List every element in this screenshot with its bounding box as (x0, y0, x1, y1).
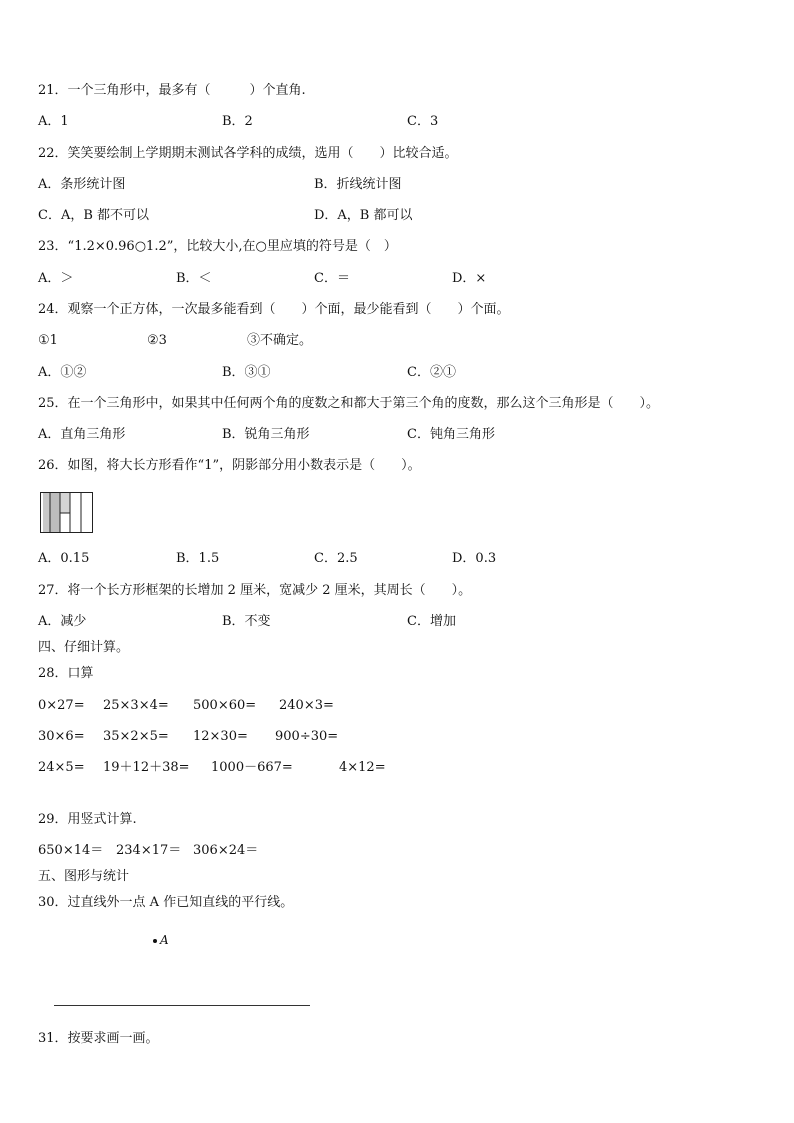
q24-choice-2: ②3 (147, 333, 167, 348)
q28-r3-c2: 19＋12＋38= (103, 760, 190, 775)
q24-choice-1: ①1 (38, 333, 58, 348)
q25-option-b: B．锐角三角形 (222, 427, 310, 442)
q26-shaded-strip-2 (50, 493, 60, 532)
q30-point-label: A (160, 933, 169, 947)
q23-stem: 23．“1.2×0.96○1.2”，比较大小,在○里应填的符号是（ ） (38, 239, 397, 254)
q24-choice-3: ③不确定。 (247, 333, 313, 348)
q22-option-d: D．A，B 都可以 (314, 208, 413, 223)
q26-rectangle-figure (40, 492, 94, 534)
q27-option-a: A．减少 (38, 614, 87, 629)
q25-option-a: A．直角三角形 (38, 427, 126, 442)
q26-option-b: B．1.5 (176, 551, 220, 566)
q21-option-a: A．1 (38, 114, 69, 129)
q21-stem: 21．一个三角形中，最多有（ ）个直角. (38, 83, 306, 98)
q26-shaded-half-strip (60, 493, 70, 513)
q28-r2-c3: 12×30= (193, 729, 248, 744)
q26-option-d: D．0.3 (452, 551, 497, 566)
q24-stem: 24．观察一个正方体，一次最多能看到（ ）个面，最少能看到（ ）个面。 (38, 302, 510, 317)
q28-r2-c4: 900÷30= (275, 729, 339, 744)
q25-stem: 25．在一个三角形中，如果其中任何两个角的度数之和都大于第三个角的度数，那么这个三角形是（ ）。 (38, 396, 660, 411)
q22-stem: 22．笑笑要绘制上学期期末测试各学科的成绩，选用（ ）比较合适。 (38, 146, 458, 161)
section-5-title: 五、图形与统计 (38, 869, 130, 884)
q29-item-2: 234×17＝ (116, 843, 182, 858)
q25-option-c: C．钝角三角形 (407, 427, 495, 442)
q28-r1-c3: 500×60= (193, 698, 257, 713)
q26-option-c: C．2.5 (314, 551, 358, 566)
q28-r3-c3: 1000－667= (211, 760, 293, 775)
q29-stem: 29．用竖式计算. (38, 812, 137, 827)
q28-r1-c4: 240×3= (279, 698, 334, 713)
q28-r1-c2: 25×3×4= (103, 698, 169, 713)
q29-item-1: 650×14＝ (38, 843, 104, 858)
q28-r3-c4: 4×12= (339, 760, 386, 775)
section-4-title: 四、仔细计算。 (38, 640, 130, 655)
q23-option-d: D．× (452, 271, 487, 286)
q21-option-c: C．3 (407, 114, 439, 129)
q23-option-a: A．＞ (38, 271, 74, 286)
q28-r2-c2: 35×2×5= (103, 729, 169, 744)
q23-option-b: B．＜ (176, 271, 212, 286)
q27-option-c: C．增加 (407, 614, 456, 629)
q24-option-c: C．②① (407, 365, 456, 380)
q22-option-c: C．A，B 都不可以 (38, 208, 150, 223)
q27-option-b: B．不变 (222, 614, 271, 629)
q30-point (153, 931, 169, 949)
q28-stem: 28．口算 (38, 666, 94, 681)
q24-option-a: A．①② (38, 365, 87, 380)
q24-option-b: B．③① (222, 365, 271, 380)
q22-option-a: A．条形统计图 (38, 177, 126, 192)
q28-r2-c1: 30×6= (38, 729, 85, 744)
q28-r3-c1: 24×5= (38, 760, 85, 775)
q26-shaded-strip-1 (43, 493, 50, 532)
q31-stem: 31．按要求画一画。 (38, 1031, 159, 1046)
point-dot-icon (153, 939, 157, 943)
q29-item-3: 306×24＝ (193, 843, 259, 858)
q27-stem: 27．将一个长方形框架的长增加 2 厘米，宽减少 2 厘米，其周长（ ）。 (38, 583, 472, 598)
q23-option-c: C．＝ (314, 271, 350, 286)
q28-r1-c1: 0×27= (38, 698, 85, 713)
q21-option-b: B．2 (222, 114, 253, 129)
q26-stem: 26．如图，将大长方形看作“1”，阴影部分用小数表示是（ ）。 (38, 458, 421, 473)
q26-option-a: A．0.15 (38, 551, 90, 566)
q30-given-line (54, 1005, 310, 1006)
q22-option-b: B．折线统计图 (314, 177, 402, 192)
q30-stem: 30．过直线外一点 A 作已知直线的平行线。 (38, 895, 294, 910)
